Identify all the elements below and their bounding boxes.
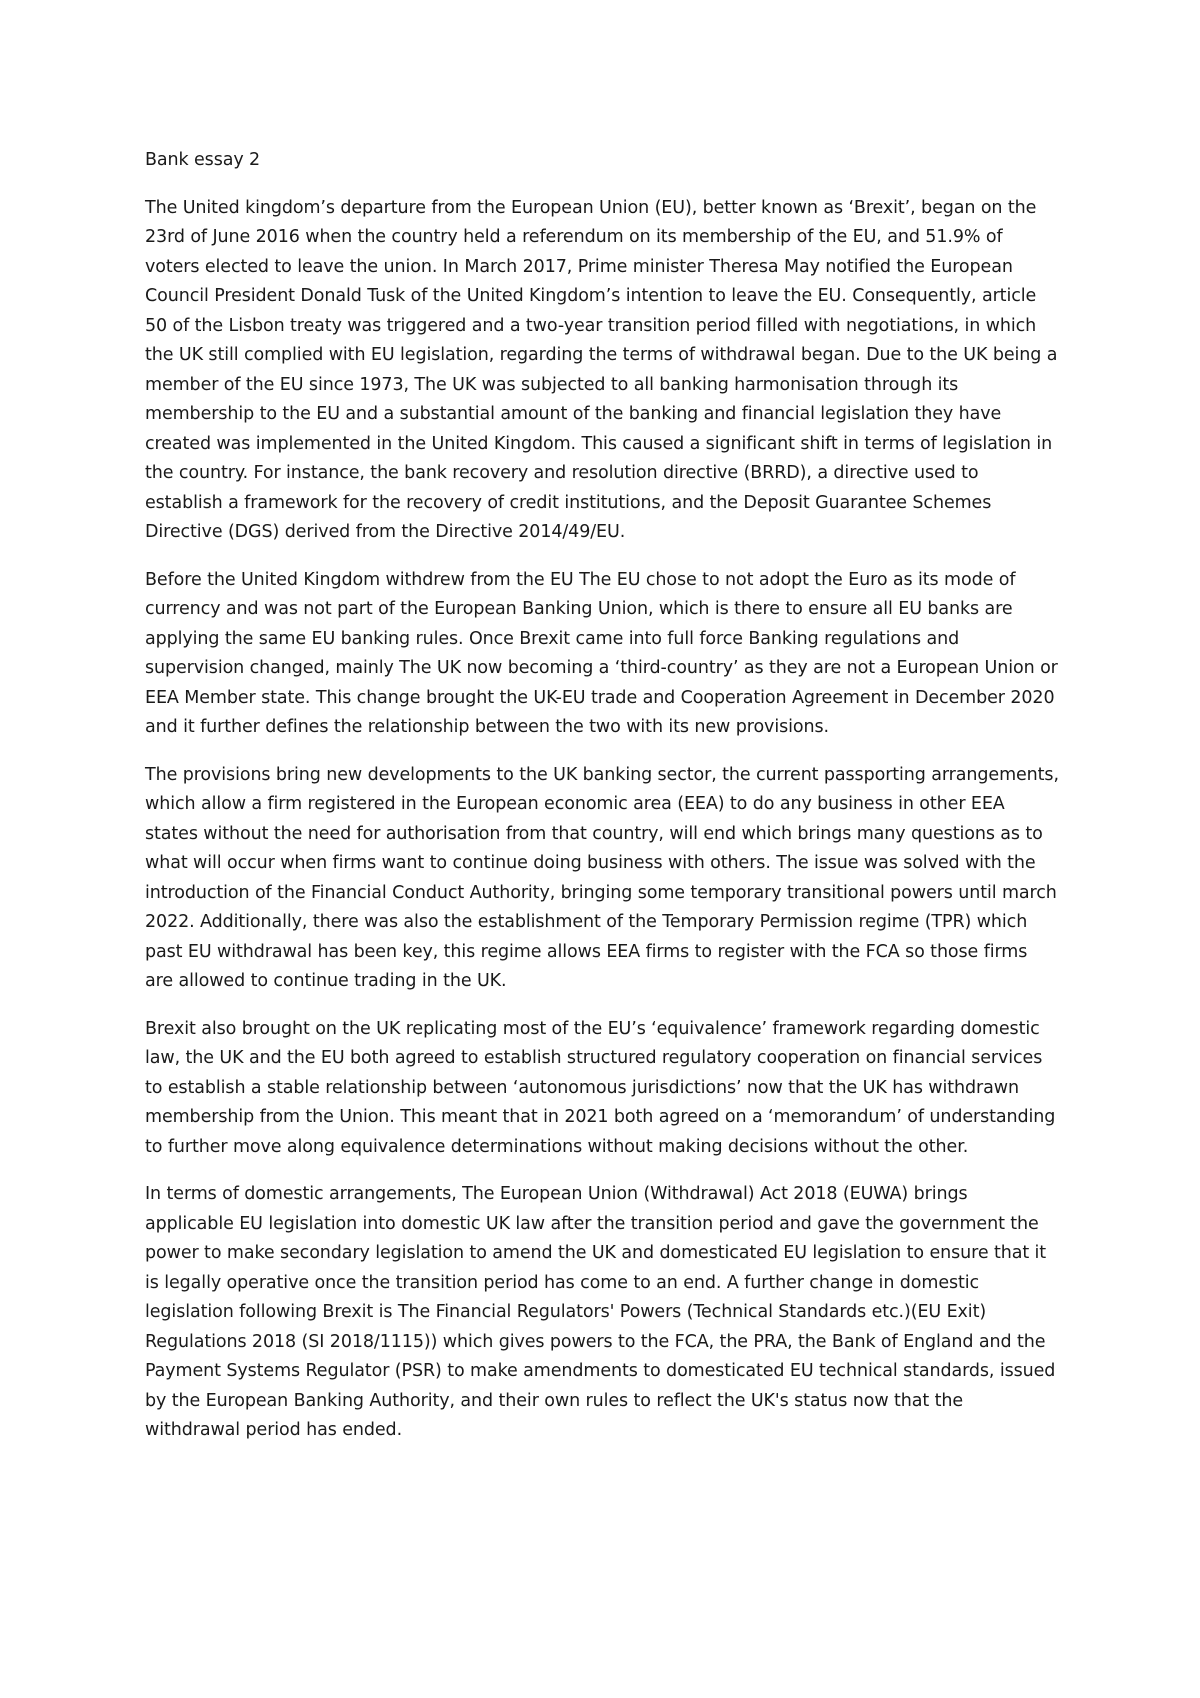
paragraph-4: Brexit also brought on the UK replicating most of the EU’s ‘equivalence’ framework regarding domestic law, the UK and the EU both agreed to establish structured regulatory cooperation on financial services to establish a stable relationship between ‘autonomous jurisdictions’ now that the UK has withdrawn membership from the Union. This meant that in 2021 both agreed on a ‘memorandum’ of understanding to further move along equivalence determinations without making decisions without the other. [145,1018,1056,1157]
paragraph-3: The provisions bring new developments to the UK banking sector, the current passporting arrangements, which allow a firm registered in the European economic area (EEA) to do any business in other EEA states without the need for authorisation from that country, will end which brings many questions as to what will occur when firms want to continue doing business with others. The issue was solved with the introduction of the Financial Conduct Authority, bringing some temporary transitional powers until march 2022. Additionally, there was also the establishment of the Temporary Permission regime (TPR) which past EU withdrawal has been key, this regime allows EEA firms to register with the FCA so those firms are allowed to continue trading in the UK. [145,764,1059,991]
paragraph-2: Before the United Kingdom withdrew from the EU The EU chose to not adopt the Euro as its mode of currency and was not part of the European Banking Union, which is there to ensure all EU banks are applying the same EU banking rules. Once Brexit came into full force Banking regulations and supervision changed, mainly The UK now becoming a ‘third-country’ as they are not a European Union or EEA Member state. This change brought the UK-EU trade and Cooperation Agreement in December 2020 and it further defines the relationship between the two with its new provisions. [145,569,1058,737]
document-page [145,146,1060,1464]
document-title: Bank essay 2 [145,150,261,170]
paragraph-5: In terms of domestic arrangements, The European Union (Withdrawal) Act 2018 (EUWA) brings applicable EU legislation into domestic UK law after the transition period and gave the government the power to make secondary legislation to amend the UK and domesticated EU legislation to ensure that it is legally operative once the transition period has come to an end. A further change in domestic legislation following Brexit is The Financial Regulators' Powers (Technical Standards etc.)(EU Exit) Regulations 2018 (SI 2018/1115)) which gives powers to the FCA, the PRA, the Bank of England and the Payment Systems Regulator (PSR) to make amendments to domesticated EU technical standards, issued by the European Banking Authority, and their own rules to reflect the UK's status now that the withdrawal period has ended. [145,1184,1056,1440]
paragraph-1: The United kingdom’s departure from the European Union (EU), better known as ‘Brexit’, began on the 23rd of June 2016 when the country held a referendum on its membership of the EU, and 51.9% of voters elected to leave the union. In March 2017, Prime minister Theresa May notified the European Council President Donald Tusk of the United Kingdom’s intention to leave the EU. Consequently, article 50 of the Lisbon treaty was triggered and a two-year transition period filled with negotiations, in which the UK still complied with EU legislation, regarding the terms of withdrawal began. Due to the UK being a member of the EU since 1973, The UK was subjected to all banking harmonisation through its membership to the EU and a substantial amount of the banking and financial legislation they have created was implemented in the United Kingdom. This caused a significant shift in terms of legislation in the country. For instance, the bank recovery and resolution directive (BRRD), a directive used to establish a framework for the recovery of credit institutions, and the Deposit Guarantee Schemes Directive (DGS) derived from the Directive 2014/49/EU. [145,197,1058,542]
